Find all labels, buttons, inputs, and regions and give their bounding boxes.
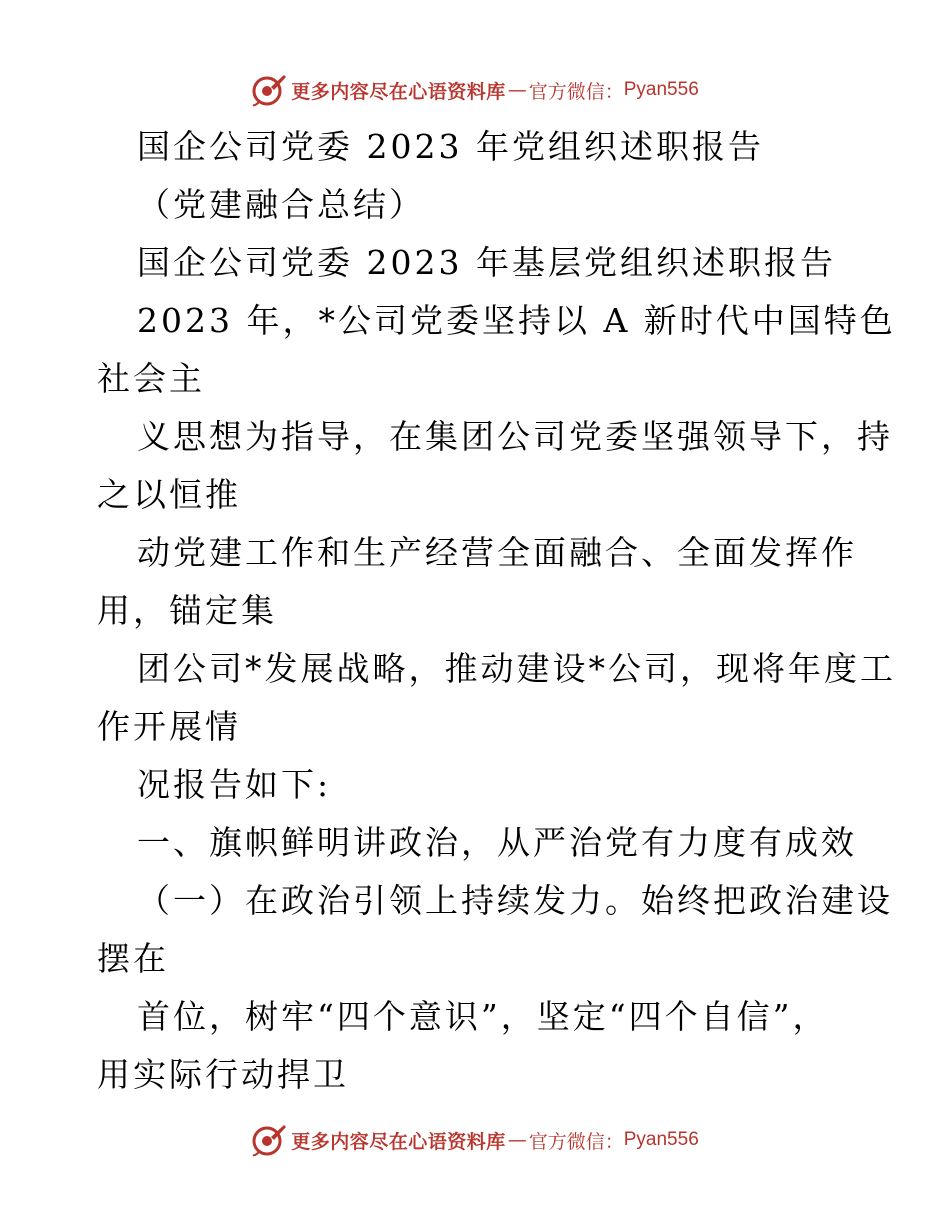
document-line: 首位，树牢“四个意识”，坚定“四个自信”， [137,997,829,1036]
document-line: （党建融合总结） [137,185,425,224]
document-line: 2023 年，*公司党委坚持以 A 新时代中国特色 [137,301,896,340]
pen-logo-icon [251,1122,287,1158]
watermark-dash: — [507,79,527,101]
document-line: 作开展情 [97,707,241,746]
document-line: 义思想为指导，在集团公司党委坚强领导下，持 [137,417,893,456]
watermark-dash: — [507,1129,527,1151]
document-line: （一）在政治引领上持续发力。始终把政治建设 [137,881,893,920]
watermark-wechat-label: 官方微信： [528,1130,624,1153]
document-line: 况报告如下: [137,765,332,804]
document-line: 一、旗帜鲜明讲政治，从严治党有力度有成效 [137,823,857,862]
watermark-wechat-id: Pyan556 [623,1129,699,1150]
document-line: 团公司*发展战略，推动建设*公司，现将年度工 [137,649,896,688]
document-line: 摆在 [97,939,169,978]
document-line: 用，锚定集 [97,591,277,630]
document-line: 用实际行动捍卫 [97,1055,349,1094]
watermark-footer [0,1120,950,1160]
watermark-main-text: 更多内容尽在心语资料库 [291,80,506,103]
document-line: 之以恒推 [97,475,241,514]
watermark-main-text: 更多内容尽在心语资料库 [291,1130,506,1153]
watermark-wechat-label: 官方微信： [528,80,624,103]
document-line: 动党建工作和生产经营全面融合、全面发挥作 [137,533,857,572]
document-line: 国企公司党委 2023 年党组织述职报告 [137,127,764,166]
pen-logo-icon [251,72,287,108]
document-line: 国企公司党委 2023 年基层党组织述职报告 [137,243,836,282]
document-line: 社会主 [97,359,205,398]
document-body [97,118,897,1104]
watermark-wechat-id: Pyan556 [623,79,699,100]
watermark-header [0,70,950,110]
